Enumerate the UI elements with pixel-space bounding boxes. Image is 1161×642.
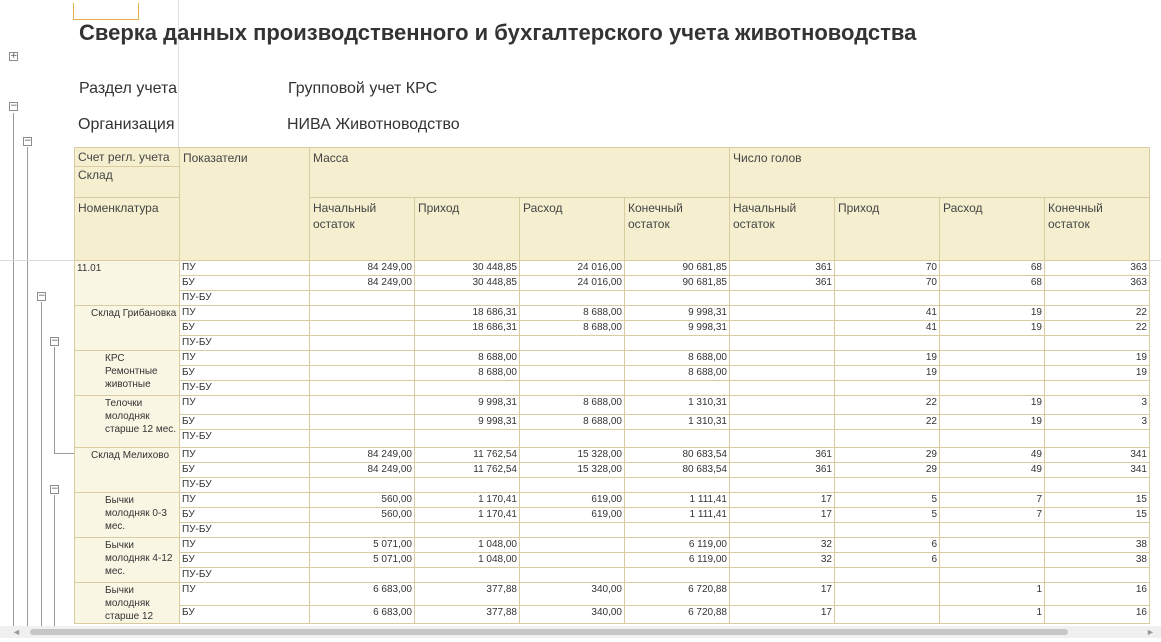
value-cell[interactable] [1045, 478, 1150, 493]
horizontal-scrollbar[interactable] [0, 626, 1161, 638]
value-cell[interactable]: 1 111,41 [625, 493, 730, 508]
table-row[interactable] [75, 538, 1150, 553]
value-cell[interactable]: 22 [1045, 306, 1150, 321]
value-cell[interactable]: 560,00 [310, 508, 415, 523]
indicator-cell[interactable]: ПУ [180, 538, 310, 553]
group-label[interactable]: Склад Мелихово [75, 448, 180, 493]
value-cell[interactable]: 1 170,41 [415, 508, 520, 523]
value-cell[interactable]: 5 [835, 508, 940, 523]
value-cell[interactable]: 5 071,00 [310, 538, 415, 553]
value-cell[interactable]: 9 998,31 [625, 306, 730, 321]
outline-line [41, 302, 42, 626]
table-row[interactable] [75, 396, 1150, 415]
table-row[interactable] [75, 583, 1150, 606]
value-cell[interactable] [310, 306, 415, 321]
value-cell[interactable] [520, 351, 625, 366]
value-cell[interactable]: 6 683,00 [310, 605, 415, 623]
report-table [74, 147, 1150, 624]
table-row[interactable] [75, 605, 1150, 623]
value-cell[interactable]: 22 [1045, 321, 1150, 336]
value-cell[interactable]: 80 683,54 [625, 448, 730, 463]
header-account: Счет регл. учета [78, 150, 170, 164]
group-label[interactable]: Бычки молодняк 4-12 мес. [75, 538, 180, 583]
value-cell[interactable]: 3 [1045, 396, 1150, 415]
section-value[interactable]: Групповой учет КРС [288, 80, 438, 97]
value-cell[interactable] [625, 336, 730, 351]
value-cell[interactable] [835, 478, 940, 493]
value-cell[interactable] [730, 351, 835, 366]
value-cell[interactable]: 1 048,00 [415, 538, 520, 553]
value-cell[interactable] [730, 321, 835, 336]
table-row[interactable] [75, 261, 1150, 276]
table-row[interactable] [75, 508, 1150, 523]
indicator-cell[interactable]: ПУ [180, 306, 310, 321]
value-cell[interactable] [730, 568, 835, 583]
group-label[interactable]: Бычки молодняк 0-3 мес. [75, 493, 180, 538]
indicator-cell[interactable]: БУ [180, 276, 310, 291]
value-cell[interactable]: 19 [940, 306, 1045, 321]
value-cell[interactable]: 8 688,00 [520, 396, 625, 415]
value-cell[interactable]: 5 071,00 [310, 553, 415, 568]
value-cell[interactable] [835, 430, 940, 448]
value-cell[interactable]: 38 [1045, 553, 1150, 568]
value-cell[interactable] [1045, 381, 1150, 396]
value-cell[interactable] [520, 523, 625, 538]
indicator-cell[interactable]: ПУ-БУ [180, 430, 310, 448]
value-cell[interactable]: 3 [1045, 415, 1150, 430]
value-cell[interactable] [835, 568, 940, 583]
header-heads-closing: Конечный остаток [1045, 198, 1150, 261]
value-cell[interactable] [730, 381, 835, 396]
section-label: Раздел учета [79, 80, 178, 97]
value-cell[interactable]: 18 686,31 [415, 321, 520, 336]
indicator-cell[interactable]: ПУ [180, 351, 310, 366]
value-cell[interactable]: 17 [730, 508, 835, 523]
value-cell[interactable] [520, 336, 625, 351]
value-cell[interactable]: 80 683,54 [625, 463, 730, 478]
value-cell[interactable]: 22 [835, 415, 940, 430]
value-cell[interactable] [940, 568, 1045, 583]
table-row[interactable] [75, 448, 1150, 463]
value-cell[interactable]: 68 [940, 276, 1045, 291]
value-cell[interactable]: 341 [1045, 463, 1150, 478]
value-cell[interactable] [835, 523, 940, 538]
value-cell[interactable] [625, 430, 730, 448]
indicator-cell[interactable]: ПУ-БУ [180, 381, 310, 396]
value-cell[interactable]: 1 111,41 [625, 508, 730, 523]
value-cell[interactable]: 29 [835, 463, 940, 478]
indicator-cell[interactable]: БУ [180, 508, 310, 523]
value-cell[interactable]: 11 762,54 [415, 463, 520, 478]
table-row[interactable] [75, 493, 1150, 508]
value-cell[interactable] [730, 396, 835, 415]
value-cell[interactable] [415, 523, 520, 538]
indicator-cell[interactable]: БУ [180, 463, 310, 478]
outline-line [54, 453, 74, 454]
value-cell[interactable]: 16 [1045, 605, 1150, 623]
header-mass: Масса [310, 148, 730, 198]
table-row[interactable] [75, 568, 1150, 583]
header-mass-closing: Конечный остаток [625, 198, 730, 261]
value-cell[interactable]: 24 016,00 [520, 276, 625, 291]
value-cell[interactable] [520, 538, 625, 553]
value-cell[interactable] [730, 291, 835, 306]
value-cell[interactable]: 15 328,00 [520, 463, 625, 478]
value-cell[interactable]: 41 [835, 321, 940, 336]
value-cell[interactable]: 84 249,00 [310, 448, 415, 463]
header-heads-expense: Расход [940, 198, 1045, 261]
value-cell[interactable]: 341 [1045, 448, 1150, 463]
value-cell[interactable] [625, 523, 730, 538]
value-cell[interactable] [310, 478, 415, 493]
value-cell[interactable]: 49 [940, 448, 1045, 463]
value-cell[interactable] [415, 381, 520, 396]
value-cell[interactable]: 17 [730, 605, 835, 623]
value-cell[interactable] [520, 366, 625, 381]
value-cell[interactable] [730, 415, 835, 430]
value-cell[interactable]: 8 688,00 [625, 366, 730, 381]
value-cell[interactable]: 340,00 [520, 583, 625, 606]
indicator-cell[interactable]: БУ [180, 553, 310, 568]
value-cell[interactable] [625, 478, 730, 493]
value-cell[interactable]: 1 [940, 583, 1045, 606]
value-cell[interactable] [1045, 523, 1150, 538]
table-row[interactable] [75, 430, 1150, 448]
header-mass-opening: Начальный остаток [310, 198, 415, 261]
value-cell[interactable]: 8 688,00 [520, 306, 625, 321]
value-cell[interactable] [940, 336, 1045, 351]
outline-gutter [0, 0, 74, 642]
indicator-cell[interactable]: ПУ-БУ [180, 291, 310, 306]
value-cell[interactable]: 70 [835, 261, 940, 276]
value-cell[interactable]: 619,00 [520, 493, 625, 508]
indicator-cell[interactable]: ПУ [180, 396, 310, 415]
table-row[interactable] [75, 523, 1150, 538]
value-cell[interactable]: 19 [940, 396, 1045, 415]
table-row[interactable] [75, 463, 1150, 478]
value-cell[interactable]: 68 [940, 261, 1045, 276]
header-account-cell [75, 148, 180, 198]
collapse-icon[interactable]: − [38, 291, 46, 301]
value-cell[interactable]: 6 683,00 [310, 583, 415, 606]
value-cell[interactable]: 17 [730, 583, 835, 606]
header-heads: Число голов [730, 148, 1150, 198]
value-cell[interactable] [415, 430, 520, 448]
value-cell[interactable] [940, 553, 1045, 568]
value-cell[interactable]: 19 [940, 321, 1045, 336]
value-cell[interactable] [310, 351, 415, 366]
value-cell[interactable]: 5 [835, 493, 940, 508]
value-cell[interactable]: 1 048,00 [415, 553, 520, 568]
value-cell[interactable]: 1 [940, 605, 1045, 623]
organization-value[interactable]: НИВА Животноводство [287, 116, 460, 133]
indicator-cell[interactable]: ПУ [180, 583, 310, 606]
table-row[interactable] [75, 351, 1150, 366]
value-cell[interactable]: 70 [835, 276, 940, 291]
table-row[interactable] [75, 553, 1150, 568]
collapse-icon[interactable]: − [51, 484, 59, 494]
value-cell[interactable] [310, 381, 415, 396]
table-row[interactable] [75, 381, 1150, 396]
outline-line [13, 113, 14, 626]
value-cell[interactable]: 18 686,31 [415, 306, 520, 321]
value-cell[interactable]: 619,00 [520, 508, 625, 523]
value-cell[interactable] [520, 381, 625, 396]
value-cell[interactable]: 84 249,00 [310, 261, 415, 276]
group-label[interactable]: КРС Ремонтные животные [75, 351, 180, 396]
value-cell[interactable] [520, 478, 625, 493]
value-cell[interactable] [835, 605, 940, 623]
value-cell[interactable]: 6 [835, 553, 940, 568]
header-mass-income: Приход [415, 198, 520, 261]
value-cell[interactable]: 19 [835, 366, 940, 381]
value-cell[interactable] [940, 430, 1045, 448]
header-heads-income: Приход [835, 198, 940, 261]
value-cell[interactable]: 6 [835, 538, 940, 553]
indicator-cell[interactable]: ПУ-БУ [180, 336, 310, 351]
value-cell[interactable]: 8 688,00 [520, 415, 625, 430]
value-cell[interactable] [310, 523, 415, 538]
report-title: Сверка данных производственного и бухгалтерского учета животноводства [79, 20, 917, 45]
value-cell[interactable]: 6 720,88 [625, 583, 730, 606]
value-cell[interactable] [415, 478, 520, 493]
header-nomenclature: Номенклатура [75, 198, 180, 261]
value-cell[interactable] [310, 396, 415, 415]
collapse-icon[interactable]: − [10, 101, 18, 111]
header-indicators: Показатели [180, 148, 310, 261]
value-cell[interactable]: 19 [1045, 366, 1150, 381]
value-cell[interactable] [835, 381, 940, 396]
value-cell[interactable] [730, 523, 835, 538]
value-cell[interactable]: 8 688,00 [625, 351, 730, 366]
value-cell[interactable] [940, 291, 1045, 306]
value-cell[interactable] [310, 291, 415, 306]
value-cell[interactable]: 17 [730, 493, 835, 508]
collapse-icon[interactable]: − [24, 136, 32, 146]
collapse-icon[interactable]: − [51, 336, 59, 346]
selected-cell[interactable] [73, 3, 139, 20]
value-cell[interactable] [310, 430, 415, 448]
value-cell[interactable]: 49 [940, 463, 1045, 478]
organization-label: Организация [78, 116, 175, 133]
value-cell[interactable]: 19 [940, 415, 1045, 430]
value-cell[interactable]: 7 [940, 508, 1045, 523]
indicator-cell[interactable]: ПУ-БУ [180, 478, 310, 493]
value-cell[interactable] [940, 381, 1045, 396]
value-cell[interactable]: 8 688,00 [415, 366, 520, 381]
value-cell[interactable] [415, 291, 520, 306]
table-row[interactable] [75, 336, 1150, 351]
value-cell[interactable] [310, 568, 415, 583]
table-row[interactable] [75, 366, 1150, 381]
outline-line [27, 147, 28, 626]
group-label[interactable]: Бычки молодняк старше 12 [75, 583, 180, 624]
value-cell[interactable] [940, 351, 1045, 366]
table-row[interactable] [75, 321, 1150, 336]
value-cell[interactable] [730, 336, 835, 351]
value-cell[interactable] [730, 306, 835, 321]
value-cell[interactable]: 361 [730, 276, 835, 291]
value-cell[interactable]: 6 119,00 [625, 553, 730, 568]
value-cell[interactable]: 377,88 [415, 605, 520, 623]
value-cell[interactable]: 363 [1045, 261, 1150, 276]
value-cell[interactable]: 11 762,54 [415, 448, 520, 463]
value-cell[interactable]: 15 [1045, 508, 1150, 523]
table-row[interactable] [75, 276, 1150, 291]
value-cell[interactable]: 340,00 [520, 605, 625, 623]
value-cell[interactable]: 1 310,31 [625, 415, 730, 430]
indicator-cell[interactable]: ПУ [180, 261, 310, 276]
value-cell[interactable] [835, 583, 940, 606]
value-cell[interactable]: 9 998,31 [415, 415, 520, 430]
value-cell[interactable] [835, 291, 940, 306]
value-cell[interactable] [415, 568, 520, 583]
value-cell[interactable] [1045, 430, 1150, 448]
outline-line [54, 347, 55, 453]
value-cell[interactable] [730, 430, 835, 448]
value-cell[interactable]: 361 [730, 448, 835, 463]
value-cell[interactable]: 1 170,41 [415, 493, 520, 508]
value-cell[interactable] [310, 321, 415, 336]
value-cell[interactable] [940, 538, 1045, 553]
value-cell[interactable]: 90 681,85 [625, 261, 730, 276]
group-label[interactable]: Склад Грибановка [75, 306, 180, 351]
header-heads-opening: Начальный остаток [730, 198, 835, 261]
value-cell[interactable]: 6 720,88 [625, 605, 730, 623]
indicator-cell[interactable]: БУ [180, 605, 310, 623]
value-cell[interactable]: 84 249,00 [310, 276, 415, 291]
value-cell[interactable] [1045, 568, 1150, 583]
value-cell[interactable] [940, 366, 1045, 381]
value-cell[interactable] [940, 478, 1045, 493]
header-warehouse: Склад [75, 166, 179, 183]
value-cell[interactable] [1045, 291, 1150, 306]
scroll-right-icon[interactable]: ► [1146, 627, 1155, 637]
header-mass-expense: Расход [520, 198, 625, 261]
value-cell[interactable]: 9 998,31 [625, 321, 730, 336]
value-cell[interactable]: 1 310,31 [625, 396, 730, 415]
value-cell[interactable]: 30 448,85 [415, 276, 520, 291]
value-cell[interactable] [310, 336, 415, 351]
value-cell[interactable] [520, 553, 625, 568]
value-cell[interactable] [730, 366, 835, 381]
group-label[interactable]: 11.01 [75, 261, 180, 306]
group-label[interactable]: Телочки молодняк старше 12 мес. [75, 396, 180, 448]
value-cell[interactable] [310, 366, 415, 381]
table-row[interactable] [75, 291, 1150, 306]
value-cell[interactable]: 377,88 [415, 583, 520, 606]
value-cell[interactable] [625, 381, 730, 396]
value-cell[interactable] [835, 336, 940, 351]
indicator-cell[interactable]: ПУ [180, 493, 310, 508]
indicator-cell[interactable]: ПУ-БУ [180, 568, 310, 583]
value-cell[interactable] [940, 523, 1045, 538]
indicator-cell[interactable]: БУ [180, 366, 310, 381]
table-row[interactable] [75, 478, 1150, 493]
value-cell[interactable]: 41 [835, 306, 940, 321]
scroll-left-icon[interactable]: ◄ [12, 627, 21, 637]
outline-line [54, 495, 55, 626]
indicator-cell[interactable]: ПУ [180, 448, 310, 463]
value-cell[interactable] [310, 415, 415, 430]
value-cell[interactable]: 8 688,00 [415, 351, 520, 366]
table-row[interactable] [75, 415, 1150, 430]
value-cell[interactable]: 90 681,85 [625, 276, 730, 291]
scrollbar-thumb[interactable] [30, 629, 1068, 635]
value-cell[interactable]: 361 [730, 463, 835, 478]
value-cell[interactable]: 560,00 [310, 493, 415, 508]
value-cell[interactable]: 15 328,00 [520, 448, 625, 463]
value-cell[interactable] [730, 478, 835, 493]
value-cell[interactable] [520, 568, 625, 583]
indicator-cell[interactable]: БУ [180, 321, 310, 336]
expand-icon[interactable]: + [10, 51, 18, 61]
value-cell[interactable]: 363 [1045, 276, 1150, 291]
table-row[interactable] [75, 306, 1150, 321]
value-cell[interactable] [520, 291, 625, 306]
value-cell[interactable]: 29 [835, 448, 940, 463]
value-cell[interactable]: 22 [835, 396, 940, 415]
value-cell[interactable]: 15 [1045, 493, 1150, 508]
value-cell[interactable]: 19 [1045, 351, 1150, 366]
value-cell[interactable] [415, 336, 520, 351]
value-cell[interactable]: 32 [730, 553, 835, 568]
value-cell[interactable]: 24 016,00 [520, 261, 625, 276]
indicator-cell[interactable]: БУ [180, 415, 310, 430]
value-cell[interactable]: 7 [940, 493, 1045, 508]
value-cell[interactable]: 30 448,85 [415, 261, 520, 276]
indicator-cell[interactable]: ПУ-БУ [180, 523, 310, 538]
value-cell[interactable]: 6 119,00 [625, 538, 730, 553]
value-cell[interactable] [625, 568, 730, 583]
value-cell[interactable]: 84 249,00 [310, 463, 415, 478]
value-cell[interactable]: 32 [730, 538, 835, 553]
value-cell[interactable] [625, 291, 730, 306]
value-cell[interactable]: 9 998,31 [415, 396, 520, 415]
value-cell[interactable] [520, 430, 625, 448]
value-cell[interactable]: 361 [730, 261, 835, 276]
value-cell[interactable]: 16 [1045, 583, 1150, 606]
value-cell[interactable] [1045, 336, 1150, 351]
value-cell[interactable]: 8 688,00 [520, 321, 625, 336]
value-cell[interactable]: 38 [1045, 538, 1150, 553]
value-cell[interactable]: 19 [835, 351, 940, 366]
